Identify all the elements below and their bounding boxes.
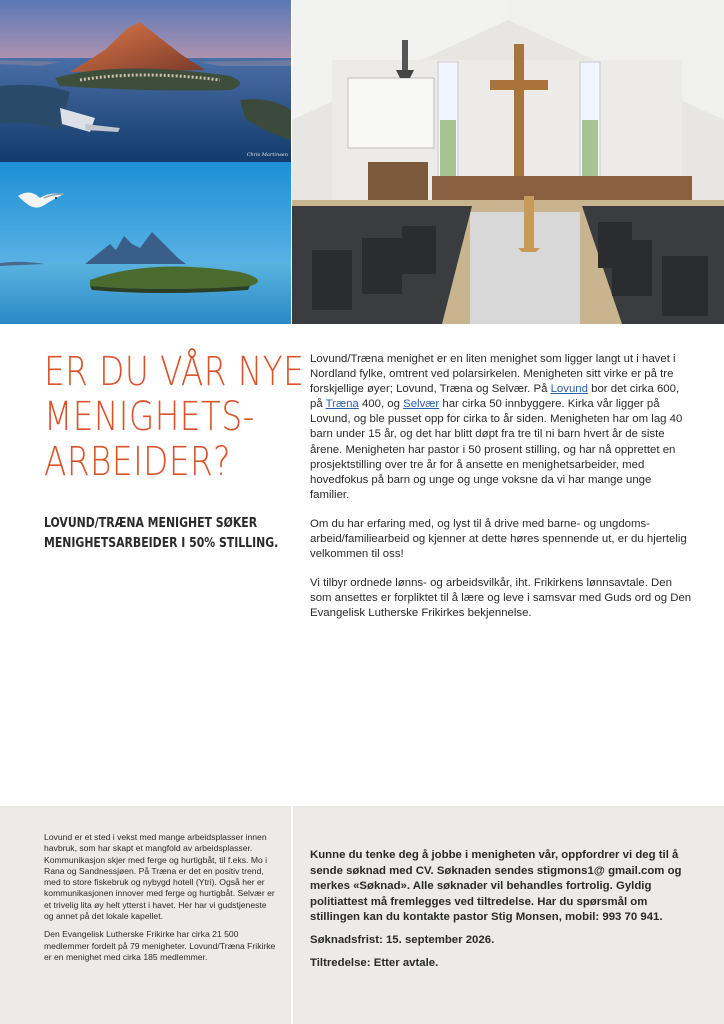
subhead-line-1: LOVUND/TRÆNA MENIGHET SØKER <box>44 516 258 531</box>
invitation-paragraph: Om du har erfaring med, og lyst til å drive med barne- og ungdoms-arbeid/familiearbeid og kjenner at dette høres spennende ut, er du hjertelig velkommen til oss! <box>310 517 687 561</box>
church-interior-photo <box>292 0 724 324</box>
application-deadline: Søknadsfrist: 15. september 2026. <box>310 933 495 946</box>
intro-text-2: bor det cirka 600, på <box>310 383 680 411</box>
link-lovund[interactable]: Lovund <box>550 383 588 396</box>
intro-text-3: 400, og <box>358 398 404 411</box>
headline-line-2: MENIGHETS- <box>44 394 255 440</box>
headline-line-3: ARBEIDER? <box>44 439 231 485</box>
island-village-photo <box>0 0 291 162</box>
intro-paragraph <box>310 352 692 503</box>
footer-about <box>44 832 276 970</box>
page-headline <box>44 349 305 485</box>
page-subheading <box>44 514 323 554</box>
photo-credit: Chris Martinsen <box>246 152 288 158</box>
headline-line-1: ER DU VÅR NYE <box>44 349 305 395</box>
application-paragraph: Kunne du tenke deg å jobbe i menigheten vår, oppfordrer vi deg til å sende søknad med CV. Søknaden sendes stigmons1@ gmail.com og merkes «Søknad». Alle søknader vil behandles fortrolig. Gyldig politiattest må fremlegges ved tiltredelse. Har du spørsmål om stillingen kan du kontakte pastor Stig Monsen, mobil: 993 70 941. <box>310 849 682 924</box>
footer-divider <box>291 806 293 1024</box>
start-date: Tiltredelse: Etter avtale. <box>310 956 439 969</box>
link-selvaer[interactable]: Selvær <box>403 398 440 411</box>
intro-text-4: har cirka 50 innbyggere. Kirka vår ligger på Lovund, og ble pusset opp for cirka to år siden. Menigheten har om lag 40 barn under 15 år, og det har blitt døpt fra tre til ni barn hvert år de siste årene. Menigheten har pastor i 50 prosent stilling, og har nå opprettet en prosjektstilling over tre år for å ansette en menighetsarbeider, med hovedfokus på barn og unge og unge voksne da vi har mange unge familier. <box>310 398 683 501</box>
footer-application <box>310 848 690 978</box>
link-traena[interactable]: Træna <box>325 398 359 411</box>
intro-text: Lovund/Træna menighet er en liten menighet som ligger langt ut i havet i Nordland fylke, omtrent ved polarsirkelen. Menigheten sitt virke er på tre forskjellige øyer; Lovund, Træna og Selvær. På <box>310 353 676 396</box>
about-lovund-paragraph: Lovund er et sted i vekst med mange arbeidsplasser innen havbruk, som har skapt et mangfold av arbeidsplasser. Kommunikasjon skjer med ferge og hurtigbåt, til f.eks. Mo i Rana og Sandnessjøen. På Træna er det en positiv trend, med to store fiskebruk og nybygd hotell (Ytri). Også her er kommunikasjonen innover med ferge og hurtigbåt. Selvær er et trivelig lita øy helt ytterst i havet. Her har vi gudstjeneste og annet på det lokale kapellet. <box>44 832 275 922</box>
about-church-paragraph: Den Evangelisk Lutherske Frikirke har cirka 21 500 medlemmer fordelt på 79 menigheter. Lovund/Træna Frikirke er en menighet med cirka 185 medlemmer. <box>44 929 276 962</box>
subhead-line-2: MENIGHETSARBEIDER I 50% STILLING. <box>44 536 279 551</box>
seagull-island-photo <box>0 162 291 324</box>
terms-paragraph: Vi tilbyr ordnede lønns- og arbeidsvilkår, iht. Frikirkens lønnsavtale. Den som ansettes er forpliktet til å lære og leve i samsvar med Guds ord og Den Evangelisk Lutherske Frikirkes bekjennelse. <box>310 577 692 620</box>
job-description <box>310 352 692 636</box>
